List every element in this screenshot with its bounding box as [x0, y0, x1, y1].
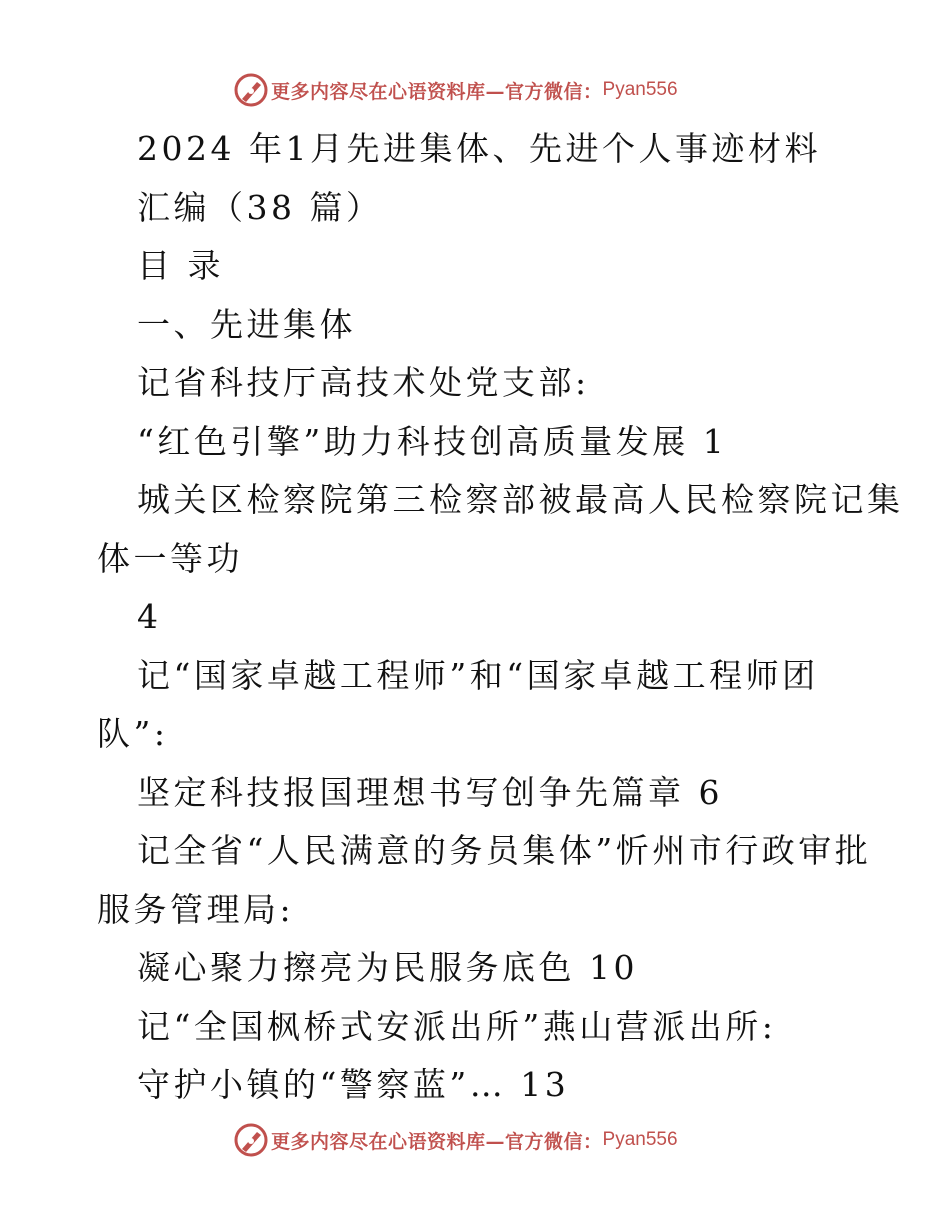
pen-logo-icon [233, 72, 269, 108]
watermark-wechat-id: Pyan556 [602, 1129, 678, 1150]
text-line: 记“国家卓越工程师”和“国家卓越工程师团 [137, 655, 819, 695]
pen-logo-icon [233, 1122, 269, 1158]
watermark-top [233, 70, 678, 110]
text-line: 坚定科技报国理想书写创争先篇章 6 [137, 772, 723, 812]
text-line: 记省科技厅高技术处党支部: [137, 363, 590, 402]
text-line: 4 [137, 597, 162, 636]
text-line: 队”: [97, 714, 169, 753]
watermark-text: 更多内容尽在心语资料库—官方微信： [271, 80, 603, 103]
text-line: 一、先进集体 [137, 304, 356, 344]
text-line: 记全省“人民满意的务员集体”忻州市行政审批 [137, 831, 872, 870]
document-body [97, 120, 904, 1115]
text-line: 凝心聚力擦亮为民服务底色 10 [137, 948, 638, 987]
text-line: 服务管理局: [97, 889, 295, 929]
text-line: 记“全国枫桥式安派出所”燕山营派出所: [137, 1006, 777, 1046]
watermark-text: 更多内容尽在心语资料库—官方微信： [271, 1130, 603, 1153]
text-line: “红色引擎”助力科技创高质量发展 1 [137, 421, 728, 461]
text-line: 体一等功 [97, 538, 243, 578]
text-line: 守护小镇的“警察蓝”… 13 [137, 1065, 570, 1104]
text-line: 2024 年1月先进集体、先进个人事迹材料 [137, 129, 821, 168]
text-line: 汇编（38 篇） [137, 187, 383, 227]
text-line: 目 录 [137, 246, 224, 285]
watermark-bottom [233, 1120, 678, 1160]
text-line: 城关区检察院第三检察部被最高人民检察院记集 [137, 480, 904, 519]
watermark-wechat-id: Pyan556 [602, 79, 678, 100]
